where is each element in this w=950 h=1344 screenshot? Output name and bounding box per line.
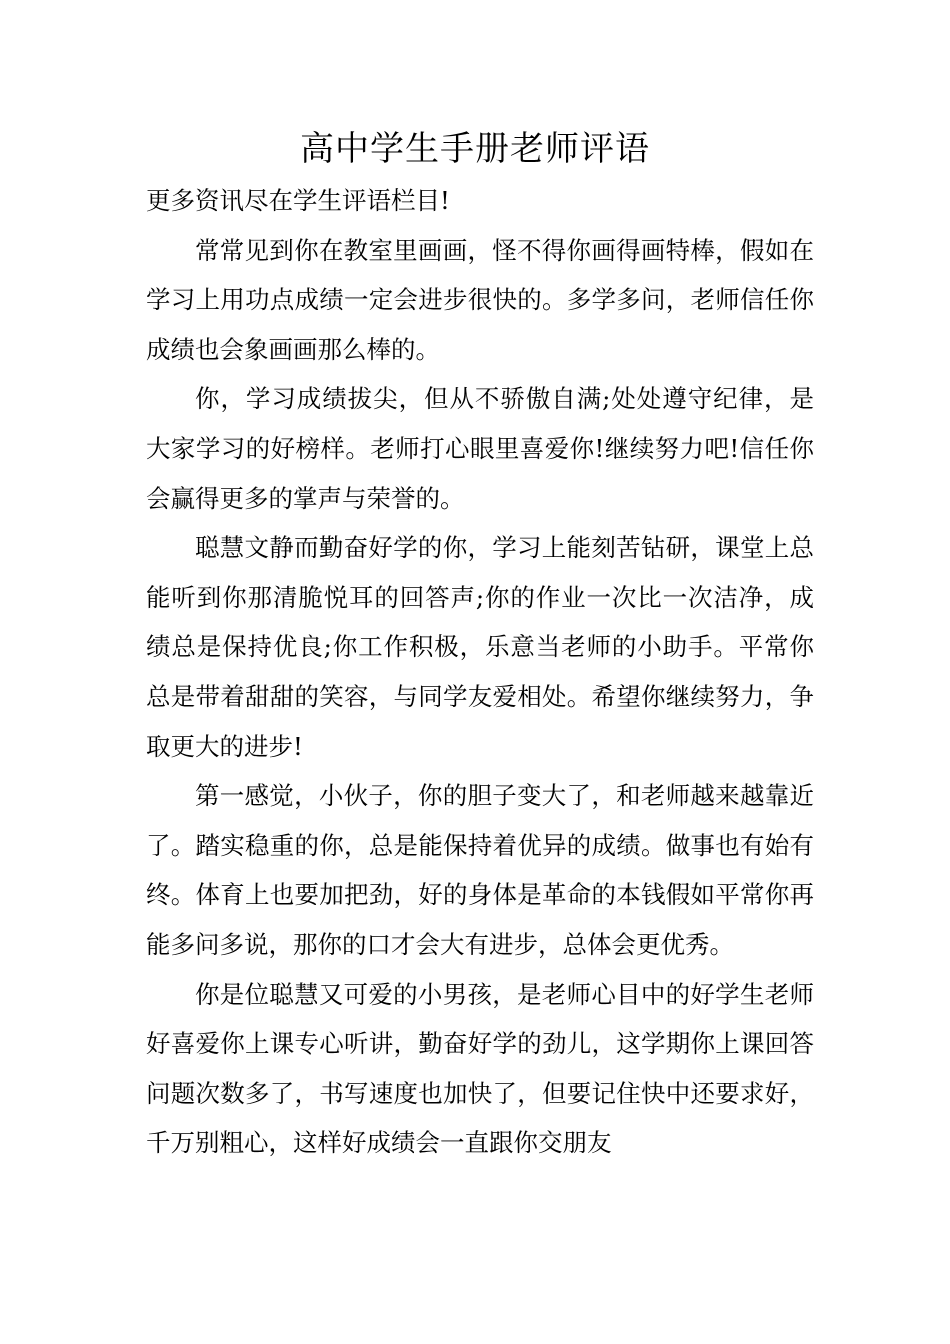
comment-paragraph-2: 你，学习成绩拔尖，但从不骄傲自满;处处遵守纪律，是大家学习的好榜样。老师打心眼里喜爱你!继续努力吧!信任你会赢得更多的掌声与荣誉的。 xyxy=(146,384,814,513)
document-body xyxy=(146,176,814,1168)
page-bottom-margin xyxy=(0,1214,950,1344)
document-title: 高中学生手册老师评语 xyxy=(300,129,650,169)
comment-paragraph-3: 聪慧文静而勤奋好学的你，学习上能刻苦钻研，课堂上总能听到你那清脆悦耳的回答声;你的作业一次比一次洁净，成绩总是保持优良;你工作积极，乐意当老师的小助手。平常你总是带着甜甜的笑容，与同学友爱相处。希望你继续努力，争取更大的进步! xyxy=(146,533,814,761)
document-subtitle: 更多资讯尽在学生评语栏目! xyxy=(146,186,450,215)
comment-paragraph-5: 你是位聪慧又可爱的小男孩，是老师心目中的好学生老师好喜爱你上课专心听讲，勤奋好学的劲儿，这学期你上课回答问题次数多了，书写速度也加快了，但要记住快中还要求好，千万别粗心，这样好成绩会一直跟你交朋友 xyxy=(146,979,814,1158)
comment-paragraph-4: 第一感觉，小伙子，你的胆子变大了，和老师越来越靠近了。踏实稳重的你，总是能保持着优异的成绩。做事也有始有终。体育上也要加把劲，好的身体是革命的本钱假如平常你再能多问多说，那你的口才会大有进步，总体会更优秀。 xyxy=(146,781,814,959)
comment-paragraph-1: 常常见到你在教室里画画，怪不得你画得画特棒，假如在学习上用功点成绩一定会进步很快的。多学多问，老师信任你成绩也会象画画那么棒的。 xyxy=(146,235,814,364)
